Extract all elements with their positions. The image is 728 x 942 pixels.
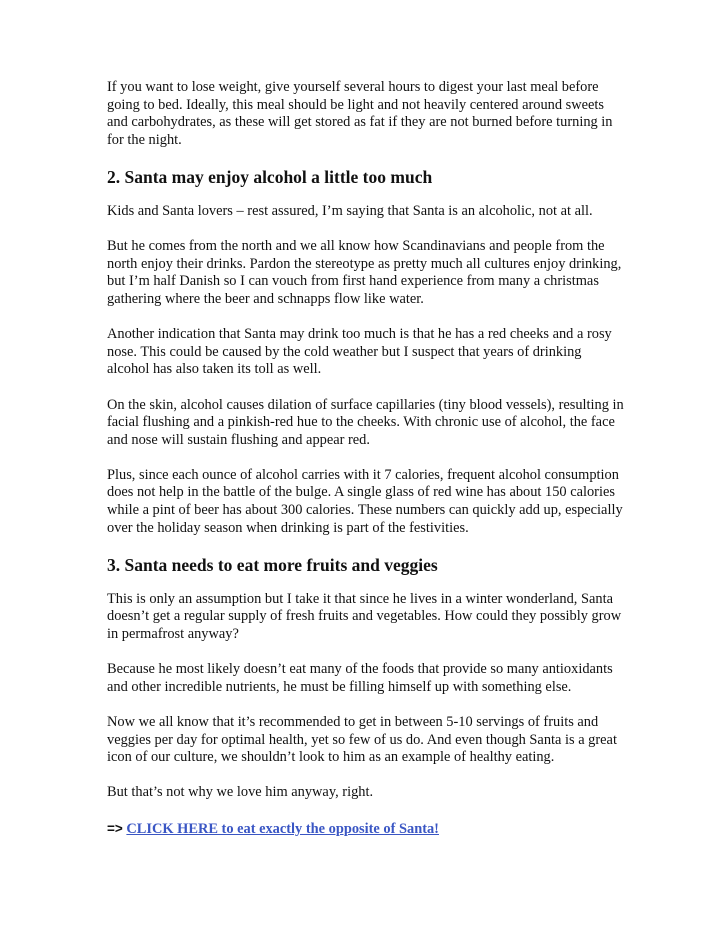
section-3-paragraph-1: This is only an assumption but I take it that since he lives in a winter wonderland, Santa doesn’t get a regular supply of fresh fruits and vegetables. How could they possibly grow in permafrost anyway? — [107, 590, 622, 643]
section-2-paragraph-2: But he comes from the north and we all know how Scandinavians and people from the north enjoy their drinks. Pardon the stereotype as pretty much all cultures enjoy drinking, but I’m half Danish so I can vouch from first hand experience from many a christmas gathering where the beer and schnapps flow like water. — [107, 238, 622, 307]
section-3-paragraph-4: But that’s not why we love him anyway, right. — [107, 784, 374, 801]
section-3-paragraph-2: Because he most likely doesn’t eat many of the foods that provide so many antioxidants and other incredible nutrients, he must be filling himself up with something else. — [107, 661, 613, 695]
section-2-heading: 2. Santa may enjoy alcohol a little too much — [107, 166, 433, 187]
call-to-action — [107, 820, 627, 839]
cta-link[interactable]: CLICK HERE to eat exactly the opposite of Santa! — [126, 820, 439, 837]
section-3-paragraph-3: Now we all know that it’s recommended to get in between 5-10 servings of fruits and veggies per day for optimal health, yet so few of us do. And even though Santa is a great icon of our culture, we shouldn’t look to him as an example of healthy eating. — [107, 714, 617, 766]
section-2-paragraph-3: Another indication that Santa may drink too much is that he has a red cheeks and a rosy nose. This could be caused by the cold weather but I suspect that years of drinking alcohol has also taken its toll as well. — [107, 326, 612, 378]
section-2-paragraph-1: Kids and Santa lovers – rest assured, I’m saying that Santa is an alcoholic, not at all. — [107, 202, 593, 219]
cta-arrow: => — [107, 820, 123, 836]
intro-paragraph: If you want to lose weight, give yourself several hours to digest your last meal before going to bed. Ideally, this meal should be light and not heavily centered around sweets and carbohydrates, as these will get stored as fat if they are not burned before turning in for the night. — [107, 79, 613, 148]
section-2-paragraph-4: On the skin, alcohol causes dilation of surface capillaries (tiny blood vessels), resulting in facial flushing and a pinkish-red hue to the cheeks. With chronic use of alcohol, the face and nose will sustain flushing and appear red. — [107, 396, 624, 448]
document-page — [107, 79, 627, 856]
section-3-heading: 3. Santa needs to eat more fruits and veggies — [107, 554, 438, 575]
section-2-paragraph-5: Plus, since each ounce of alcohol carries with it 7 calories, frequent alcohol consumption does not help in the battle of the bulge. A single glass of red wine has about 150 calories while a pint of beer has about 300 calories. These numbers can quickly add up, especially over the holiday season when drinking is part of the festivities. — [107, 466, 623, 536]
